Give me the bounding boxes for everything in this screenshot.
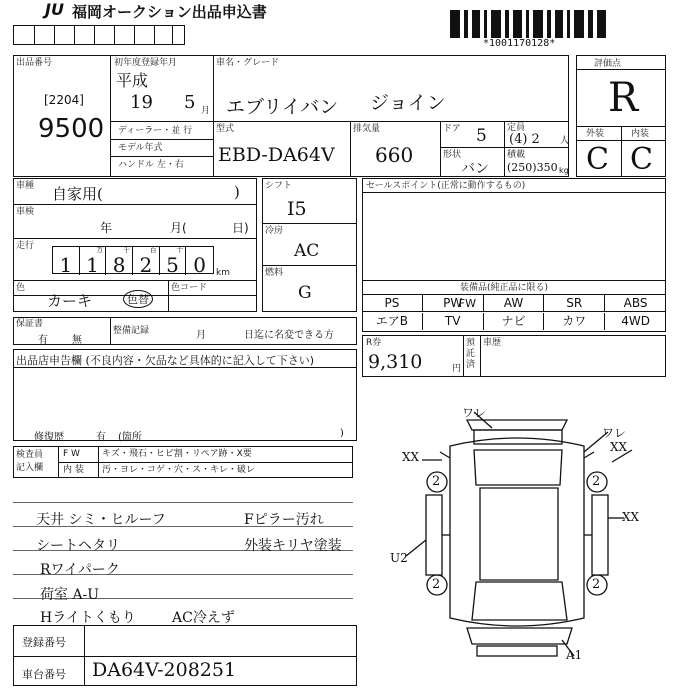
wheel-mark-fl: 2 [432,474,441,489]
odometer-unit-label: 千 [122,246,130,254]
dealer-label: ディーラー・並 行 [118,126,193,136]
note-3: シートヘタリ [36,538,120,554]
vehicle-damage-diagram [362,390,682,690]
interior-grade: C [630,142,653,177]
load: (250)350 [507,161,558,174]
odometer-digit-value: 5 [166,253,179,277]
inspector-label2: 記入欄 [16,463,44,473]
barcode [450,10,610,40]
equipment-item: PS [362,295,423,312]
color-change-label: 色替 [123,290,153,308]
usage-close: ) [234,183,240,201]
recycle-value: 9,310 [368,351,423,373]
color-code-label: 色コード [171,283,208,293]
repair-has: 有 [96,432,106,443]
mark-top-left: ワレ [462,406,487,420]
equipment-item: 4WD [621,314,650,328]
shape-label: 形状 [443,150,462,160]
repair-label: 修復歴 [34,432,64,443]
note-1: 天井 シミ・ヒルーフ [36,512,166,528]
equipment-item: ナビ [484,313,545,330]
warranty-note: 日迄に名変できる方 [244,330,334,341]
chassis-label: 車台番号 [22,668,66,681]
equipment-label: 装備品(純正品に限る) [460,283,549,293]
odometer-digit [106,247,133,275]
inspector-exterior-items: キズ・飛石・ヒビ割・リペア跡・X要 [102,449,252,459]
fuel-label: 燃料 [265,268,284,278]
sales-point-label: セールスポイント(正常に動作するもの) [366,181,526,191]
mileage-odometer [52,246,214,277]
equipment-item: AW [484,295,545,312]
lot-code: [2204] [44,93,84,107]
note-6: 荷室 A-U [40,587,100,603]
lot-label: 出品番号 [16,58,53,68]
mark-left-xx: XX [402,450,420,464]
note-7: Hライトくもり [40,610,136,626]
ac-value: AC [294,241,320,261]
maintenance-month: 月 [196,330,206,341]
odometer-digit-value: 8 [112,253,126,277]
doors-label: ドア [443,124,461,134]
inspection-month-unit: 月( [170,221,187,235]
inspection-label: 車検 [16,207,35,217]
odometer-unit-label: 十 [176,246,184,254]
odometer-unit-label: 万 [96,246,104,254]
seller-report-label: 出品店申告欄 (不良内容・欠品など具体的に記入して下さい) [16,354,315,367]
usage-label: 車種 [16,181,35,191]
load-unit: kg [559,166,569,175]
odometer-digit [186,247,213,275]
wheel-mark-rl: 2 [432,577,441,592]
odometer-digit-value: 1 [59,253,73,277]
odometer-digit-value: 2 [139,253,153,277]
warranty-has: 有 [38,335,48,346]
equipment-item: エアB [362,313,423,330]
inspector-interior-items: 汚・ヨレ・コゲ・穴・ス・キレ・破レ [102,465,255,475]
usage-value: 自家用( [52,185,103,203]
registration-era: 平成 [116,71,149,90]
odometer-digit [80,247,107,275]
capacity: (4) 2 [509,132,540,147]
usage-frame [13,178,257,296]
equipment-item: PW [423,295,484,312]
car-name-label: 車名・グレード [216,58,280,68]
logo: JU [45,0,64,19]
note-2: Fピラー汚れ [244,512,324,528]
repair-close: ) [340,428,344,439]
model-year-label: モデル年式 [118,143,163,153]
color-value: カーキ [47,292,93,310]
mileage-unit: km [216,268,230,278]
maintenance-label: 整備記録 [113,326,150,336]
barcode-text: *1001170128* [483,38,556,49]
registration-month-unit: 月 [201,106,211,116]
evaluation-score: R [608,75,639,121]
car-name: エブリイバン [226,96,339,118]
equipment-item: SR [544,295,605,312]
handle-label: ハンドル 左・右 [118,160,184,170]
wheel-mark-fr: 2 [592,474,601,489]
odometer-digit-value: 0 [193,253,207,277]
inspector-fw: F W [63,449,80,459]
mark-right-xx: XX [610,440,628,454]
note-4: 外装キリヤ塗装 [244,538,342,554]
form-title: 福岡オークション出品申込書 [72,3,267,21]
inspection-day-unit: 日) [232,221,249,235]
equipment-grid [362,295,666,331]
lot-number: 9500 [38,114,105,144]
checkbox-strip [13,25,185,45]
recycle-deposit-label: 預託済 [466,338,476,370]
recycle-label: R券 [366,338,382,348]
history-label: 車歴 [483,338,502,348]
inspection-year-unit: 年 [100,221,113,235]
note-8: AC冷えず [172,610,235,626]
interior-label: 内装 [631,129,650,139]
mark-top-right: ワレ [602,426,627,440]
exterior-label: 外装 [586,129,605,139]
warranty-none: 無 [72,335,82,346]
equipment-item: カワ [544,313,605,330]
exterior-grade: C [586,142,609,177]
note-5: Rワイパーク [40,562,120,578]
registration-year: 19 [130,92,153,113]
type-label: 型式 [216,124,235,134]
displacement-label: 排気量 [353,124,381,134]
odometer-digit [160,247,187,275]
color-label: 色 [16,283,26,293]
wheel-mark-rr: 2 [592,577,601,592]
mark-bottom: A1 [566,648,583,662]
doors: 5 [476,126,487,146]
car-type: EBD-DA64V [218,144,335,166]
warranty-label: 保証書 [16,319,44,329]
registration-number-label: 登録番号 [22,636,66,649]
ac-label: 冷房 [265,226,284,236]
registration-month: 5 [184,92,196,113]
capacity-label: 定員 [507,123,526,133]
odometer-digit [53,247,80,275]
odometer-unit-label: 百 [149,246,157,254]
odometer-digit [133,247,160,275]
mark-left-mid: U2 [390,551,408,565]
equipment-item: ABS [605,295,666,312]
chassis-number: DA64V-208251 [92,659,237,681]
displacement: 660 [375,143,414,167]
car-grade: ジョイン [370,92,446,114]
evaluation-label: 評価点 [594,59,622,69]
inspector-inner: 内 装 [63,465,84,475]
repair-place: (箇所 [118,432,142,443]
odometer-digit-value: 1 [86,253,99,277]
equipment-item: TV [423,313,484,330]
capacity-unit: 人 [560,136,570,146]
inspector-label: 検査員 [16,450,44,460]
load-label: 積載 [507,150,526,160]
mileage-label: 走行 [16,241,35,251]
shape: バン [461,161,489,177]
shift-label: シフト [265,181,293,191]
fuel-value: G [298,283,312,303]
recycle-unit: 円 [452,364,462,374]
mark-right-mid: XX [622,510,640,524]
registration-label: 初年度登録年月 [114,58,178,68]
shift-value: I5 [287,198,307,220]
equipment-fw-mark: FW [458,297,477,310]
